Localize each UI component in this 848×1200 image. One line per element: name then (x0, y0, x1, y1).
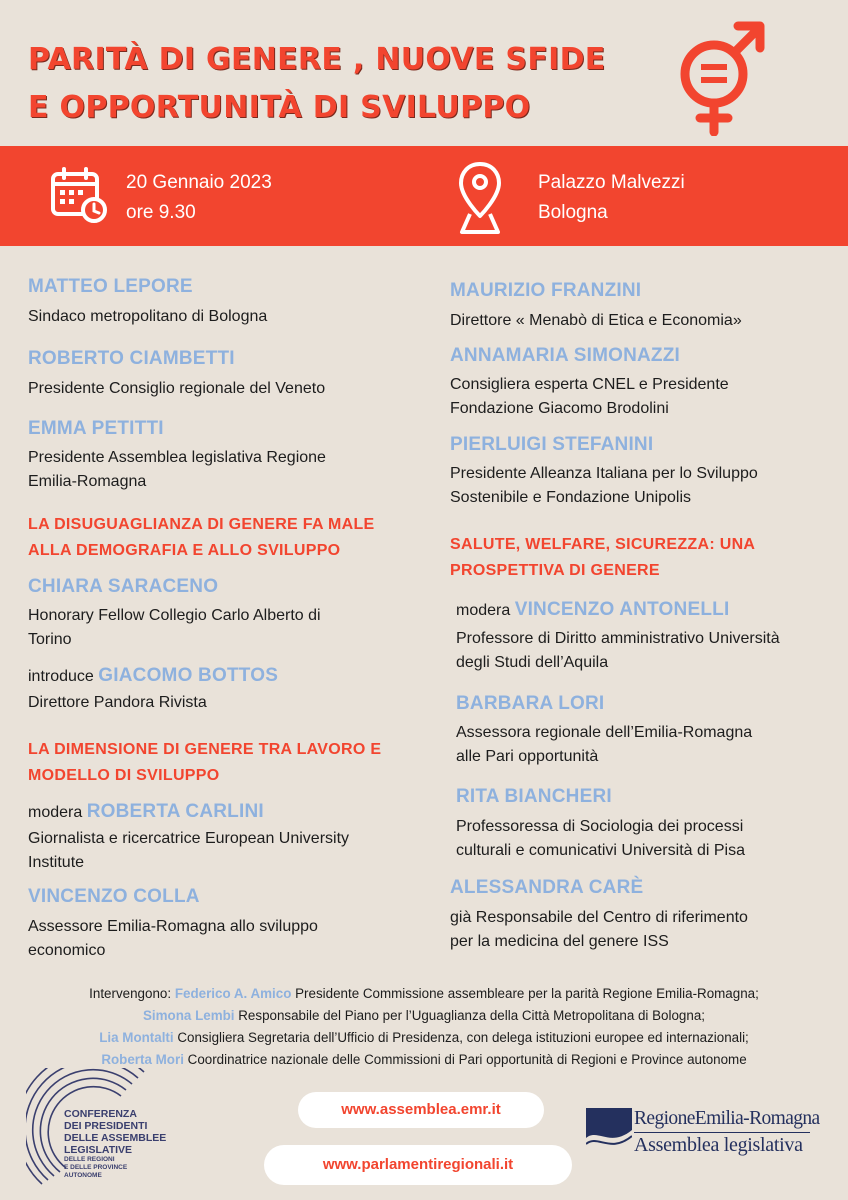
note-person-name: Federico A. Amico (174, 986, 292, 1001)
speaker-role: Assessora regionale dell’Emilia-Romagna (456, 724, 753, 741)
logo-text-line: E DELLE PROVINCE (64, 1164, 128, 1171)
speaker-role: già Responsabile del Centro di riferimento (450, 909, 748, 926)
note-person-role: Consigliera Segretaria dell’Ufficio di Presidenza, con delega istituzioni europee ed internazionali; (177, 1030, 749, 1045)
logo-text-line: DEI PRESIDENTI (64, 1120, 148, 1132)
speaker-name: VINCENZO COLLA (28, 886, 200, 907)
note-intro: Intervengono: (89, 986, 172, 1001)
speaker-role: alle Pari opportunità (456, 748, 599, 765)
speaker-role: Torino (28, 631, 72, 648)
regione-emilia-romagna-logo (586, 1108, 820, 1168)
speaker-role: Institute (28, 854, 85, 871)
speaker-name: EMMA PETITTI (28, 418, 164, 439)
note-person-role: Responsabile del Piano per l’Uguaglianza della Città Metropolitana di Bologna; (238, 1008, 705, 1023)
assemblea-name: Assemblea legislativa (634, 1134, 803, 1156)
other-speakers-note (20, 983, 828, 1071)
gender-equality-icon (668, 18, 768, 136)
event-datetime (126, 168, 272, 228)
speaker-function: introduce (28, 668, 94, 685)
speaker-role: Presidente Alleanza Italiana per lo Sviluppo (450, 465, 758, 482)
speaker-role: Presidente Consiglio regionale del Veneto (28, 380, 326, 397)
note-person-name: Roberta Mori (101, 1052, 184, 1067)
speaker-name: MAURIZIO FRANZINI (450, 280, 642, 301)
page-title (28, 36, 668, 132)
speaker-role: Emilia-Romagna (28, 473, 147, 490)
speaker-name: CHIARA SARACENO (28, 576, 219, 597)
speaker-role: Honorary Fellow Collegio Carlo Alberto di (28, 607, 321, 624)
speaker-role: Assessore Emilia-Romagna allo sviluppo (28, 918, 318, 935)
note-person-role: Coordinatrice nazionale delle Commissioni di Pari opportunità di Regioni e Province autonome (187, 1052, 747, 1067)
speaker-name: GIACOMO BOTTOS (98, 665, 279, 686)
speaker-role: Sostenibile e Fondazione Unipolis (450, 489, 692, 506)
note-line (20, 1027, 828, 1049)
speaker-name: VINCENZO ANTONELLI (514, 599, 730, 620)
calendar-icon (50, 166, 108, 224)
speaker-role: Giornalista e ricercatrice European University (28, 830, 350, 847)
speaker-role: culturali e comunicativi Università di Pisa (456, 842, 745, 859)
session-heading: LA DISUGUAGLIANZA DI GENERE FA MALE (28, 516, 375, 533)
wave-icon (586, 1108, 632, 1158)
event-info-band (0, 146, 848, 246)
speaker-name: ANNAMARIA SIMONAZZI (450, 345, 681, 366)
speaker-role: Direttore Pandora Rivista (28, 694, 207, 711)
note-person-role: Presidente Commissione assembleare per la parità Regione Emilia-Romagna; (295, 986, 759, 1001)
speaker-role: Presidente Assemblea legislativa Regione (28, 449, 326, 466)
speaker-role: economico (28, 942, 106, 959)
event-city: Bologna (538, 202, 608, 223)
logo-text-line: DELLE REGIONI (64, 1156, 115, 1163)
event-venue: Palazzo Malvezzi (538, 172, 685, 193)
speaker-role: degli Studi dell’Aquila (456, 654, 609, 671)
note-person-name: Lia Montalti (99, 1030, 174, 1045)
event-time: ore 9.30 (126, 202, 196, 223)
logo-text-line: LEGISLATIVE (64, 1144, 133, 1156)
speaker-name: PIERLUIGI STEFANINI (450, 434, 654, 455)
event-location (538, 168, 685, 228)
speaker-name: ROBERTO CIAMBETTI (28, 348, 235, 369)
website-link-assemblea[interactable]: www.assemblea.emr.it (298, 1092, 544, 1128)
speaker-line (28, 801, 264, 823)
regione-logo-mark (586, 1108, 632, 1158)
speaker-role: Fondazione Giacomo Brodolini (450, 400, 669, 417)
session-heading: SALUTE, WELFARE, SICUREZZA: UNA (450, 536, 756, 553)
speaker-line (28, 665, 278, 687)
speaker-role: Sindaco metropolitano di Bologna (28, 308, 268, 325)
speaker-role: Professoressa di Sociologia dei processi (456, 818, 744, 835)
website-link-parlamentiregionali[interactable]: www.parlamentiregionali.it (264, 1145, 572, 1185)
speaker-name: ALESSANDRA CARÈ (450, 877, 644, 898)
logo-text-line: AUTONOME (64, 1172, 102, 1179)
speaker-role: Consigliera esperta CNEL e Presidente (450, 376, 729, 393)
location-pin-icon (456, 160, 504, 236)
session-heading: LA DIMENSIONE DI GENERE TRA LAVORO E (28, 741, 382, 758)
note-line (20, 983, 828, 1005)
session-heading: ALLA DEMOGRAFIA E ALLO SVILUPPO (28, 542, 341, 559)
session-heading: MODELLO DI SVILUPPO (28, 767, 220, 784)
speaker-role: Direttore « Menabò di Etica e Economia» (450, 312, 742, 329)
speaker-role: Professore di Diritto amministrativo Università (456, 630, 780, 647)
speaker-role: per la medicina del genere ISS (450, 933, 669, 950)
title-line-2: E OPPORTUNITÀ DI SVILUPPO (28, 90, 531, 125)
speaker-name: ROBERTA CARLINI (86, 801, 264, 822)
event-date: 20 Gennaio 2023 (126, 172, 272, 193)
note-line (20, 1005, 828, 1027)
speaker-name: MATTEO LEPORE (28, 276, 193, 297)
note-person-name: Simona Lembi (142, 1008, 235, 1023)
logo-divider (634, 1132, 810, 1133)
logo-text-line: DELLE ASSEMBLEE (64, 1132, 167, 1144)
regione-name: RegioneEmilia-Romagna (634, 1108, 820, 1129)
session-heading: PROSPETTIVA DI GENERE (450, 562, 660, 579)
conference-logo-text (64, 1108, 166, 1180)
logo-text-line: CONFERENZA (64, 1108, 137, 1120)
speaker-line (456, 599, 729, 621)
title-line-1: PARITÀ DI GENERE , NUOVE SFIDE (28, 42, 606, 77)
speaker-name: BARBARA LORI (456, 693, 605, 714)
speaker-function: modera (456, 602, 511, 619)
speaker-function: modera (28, 804, 83, 821)
speaker-name: RITA BIANCHERI (456, 786, 612, 807)
